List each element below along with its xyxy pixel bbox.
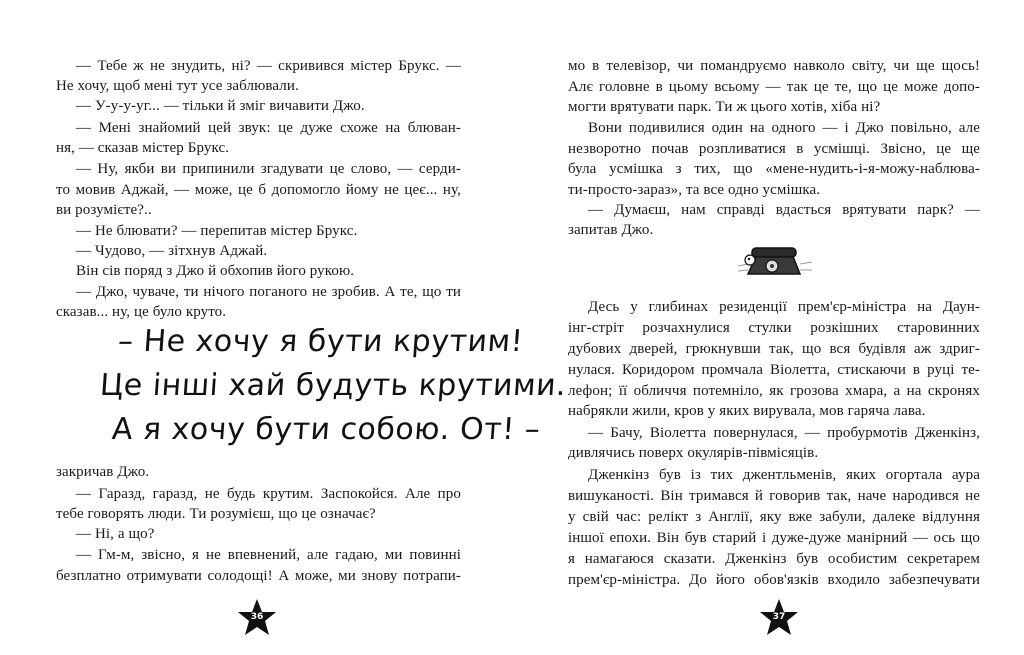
text-line: — Не блювати? — перепитав містер Брукс. — [76, 223, 358, 239]
text-line: дубових дверей, грюкнувши так, що вся будівля аж здриг- — [568, 341, 980, 357]
text-line: Десь у глибинах резиденції прем'єр-міністра на Даун- — [588, 299, 980, 315]
text-line: — У-у-у-уг... — тільки й зміг вичавити Джо. — [76, 98, 365, 114]
handwritten-line: – Не хочу я бути крутим! — [116, 324, 525, 359]
text-line: — Гм-м, звісно, я не впевнений, але гадаю, ми повинні — [76, 547, 461, 563]
text-line: — Чудово, — зітхнув Аджай. — [76, 243, 268, 259]
text-line: Він сів поряд з Джо й обхопив його рукою. — [76, 263, 355, 279]
text-line: сказав... ну, це було круто. — [56, 304, 227, 320]
text-line: закричав Джо. — [56, 464, 150, 480]
text-line: — Думаєш, нам справді вдасться врятувати парк? — — [588, 202, 980, 218]
text-line: у свій час: релікт з Англії, яку вже забули, далеке відлуння — [568, 509, 980, 525]
text-line: прем'єр-міністра. До його обов'язків входило забезпечувати — [568, 572, 980, 588]
text-line: — Тебе ж не знудить, ні? — скривився містер Брукс. — — [76, 58, 461, 74]
text-line: тебе говорять люди. Ти розумієш, що це означає? — [56, 506, 376, 522]
page-number-badge — [237, 598, 277, 638]
text-line: — Ні, а що? — [76, 526, 155, 542]
page-number: 36 — [250, 612, 264, 622]
page-number: 37 — [772, 612, 786, 622]
right-page — [512, 0, 1024, 655]
text-line: Дженкінз був із тих джентльменів, яких огортала аура — [588, 467, 980, 483]
text-line: незворотно почав розпливатися в усмішці. Звісно, це ще — [568, 141, 980, 157]
handwritten-line: А я хочу бути собою. От! – — [110, 412, 542, 447]
text-line: запитав Джо. — [568, 222, 654, 238]
text-line: мо в телевізор, чи помандруємо навколо світу, чи ще щось! — [568, 58, 980, 74]
page-number-badge — [759, 598, 799, 638]
text-line: — Мені знайомий цей звук: це дуже схоже на блюван- — [76, 120, 461, 136]
text-line: була усмішка з тих, що «мене-нудить-і-я-можу-наблюва- — [568, 161, 980, 177]
text-line: іншої епохи. Він був старий і дуже-дуже манірний — ось що — [568, 530, 980, 546]
text-line: Не хочу, щоб мені тут усе заблювали. — [56, 78, 299, 94]
text-line: — Бачу, Віолетта повернулася, — пробурмотів Дженкінз, — [588, 425, 980, 441]
text-line: то мовив Аджай, — може, це б допомогло йому не цеє... ну, — [56, 182, 461, 198]
text-line: я намагаюся сказати. Дженкінз був особистим секретарем — [568, 551, 980, 567]
text-line: — Гаразд, гаразд, не будь крутим. Заспокойся. Але про — [76, 486, 461, 502]
text-line: Вони подивилися один на одного — і Джо повільно, але — [588, 120, 980, 136]
text-line: лефон; її обличчя потемніло, як грозова хмара, а на скронях — [568, 383, 980, 399]
text-line: ви розумієте?.. — [56, 202, 152, 218]
text-line: могти врятувати парк. Ти ж цього хотів, хіба ні? — [568, 99, 881, 115]
text-line: — Ну, якби ви припинили згадувати це слово, — серди- — [76, 161, 461, 177]
text-line: безплатно отримувати солодощі! А може, ми знову потрапи- — [56, 568, 461, 584]
text-line: дивлячись поверх окулярів-півмісяців. — [568, 445, 819, 461]
text-line: вишуканості. Він тримався й говорив так, наче народився не — [568, 488, 980, 504]
text-line: інг-стріт розчахнулися стулки розкішних старовинних — [568, 320, 980, 336]
text-line: ня, — сказав містер Брукс. — [56, 140, 230, 156]
text-line: Алє головне в цьому всьому — так це те, що це може допо- — [568, 79, 980, 95]
text-line: — Джо, чуваче, ти нічого поганого не зробив. А те, що ти — [76, 284, 461, 300]
text-line: нулася. Коридором промчала Віолетта, стискаючи в руці те- — [568, 362, 980, 378]
handwritten-line: Це інші хай будуть крутими. — [98, 368, 568, 403]
text-line: набрякли жили, кров у яких вирувала, мов гаряча лава. — [568, 403, 926, 419]
telephone-icon — [734, 240, 814, 280]
text-line: ти-просто-зараз», та все одно усмішка. — [568, 182, 821, 198]
